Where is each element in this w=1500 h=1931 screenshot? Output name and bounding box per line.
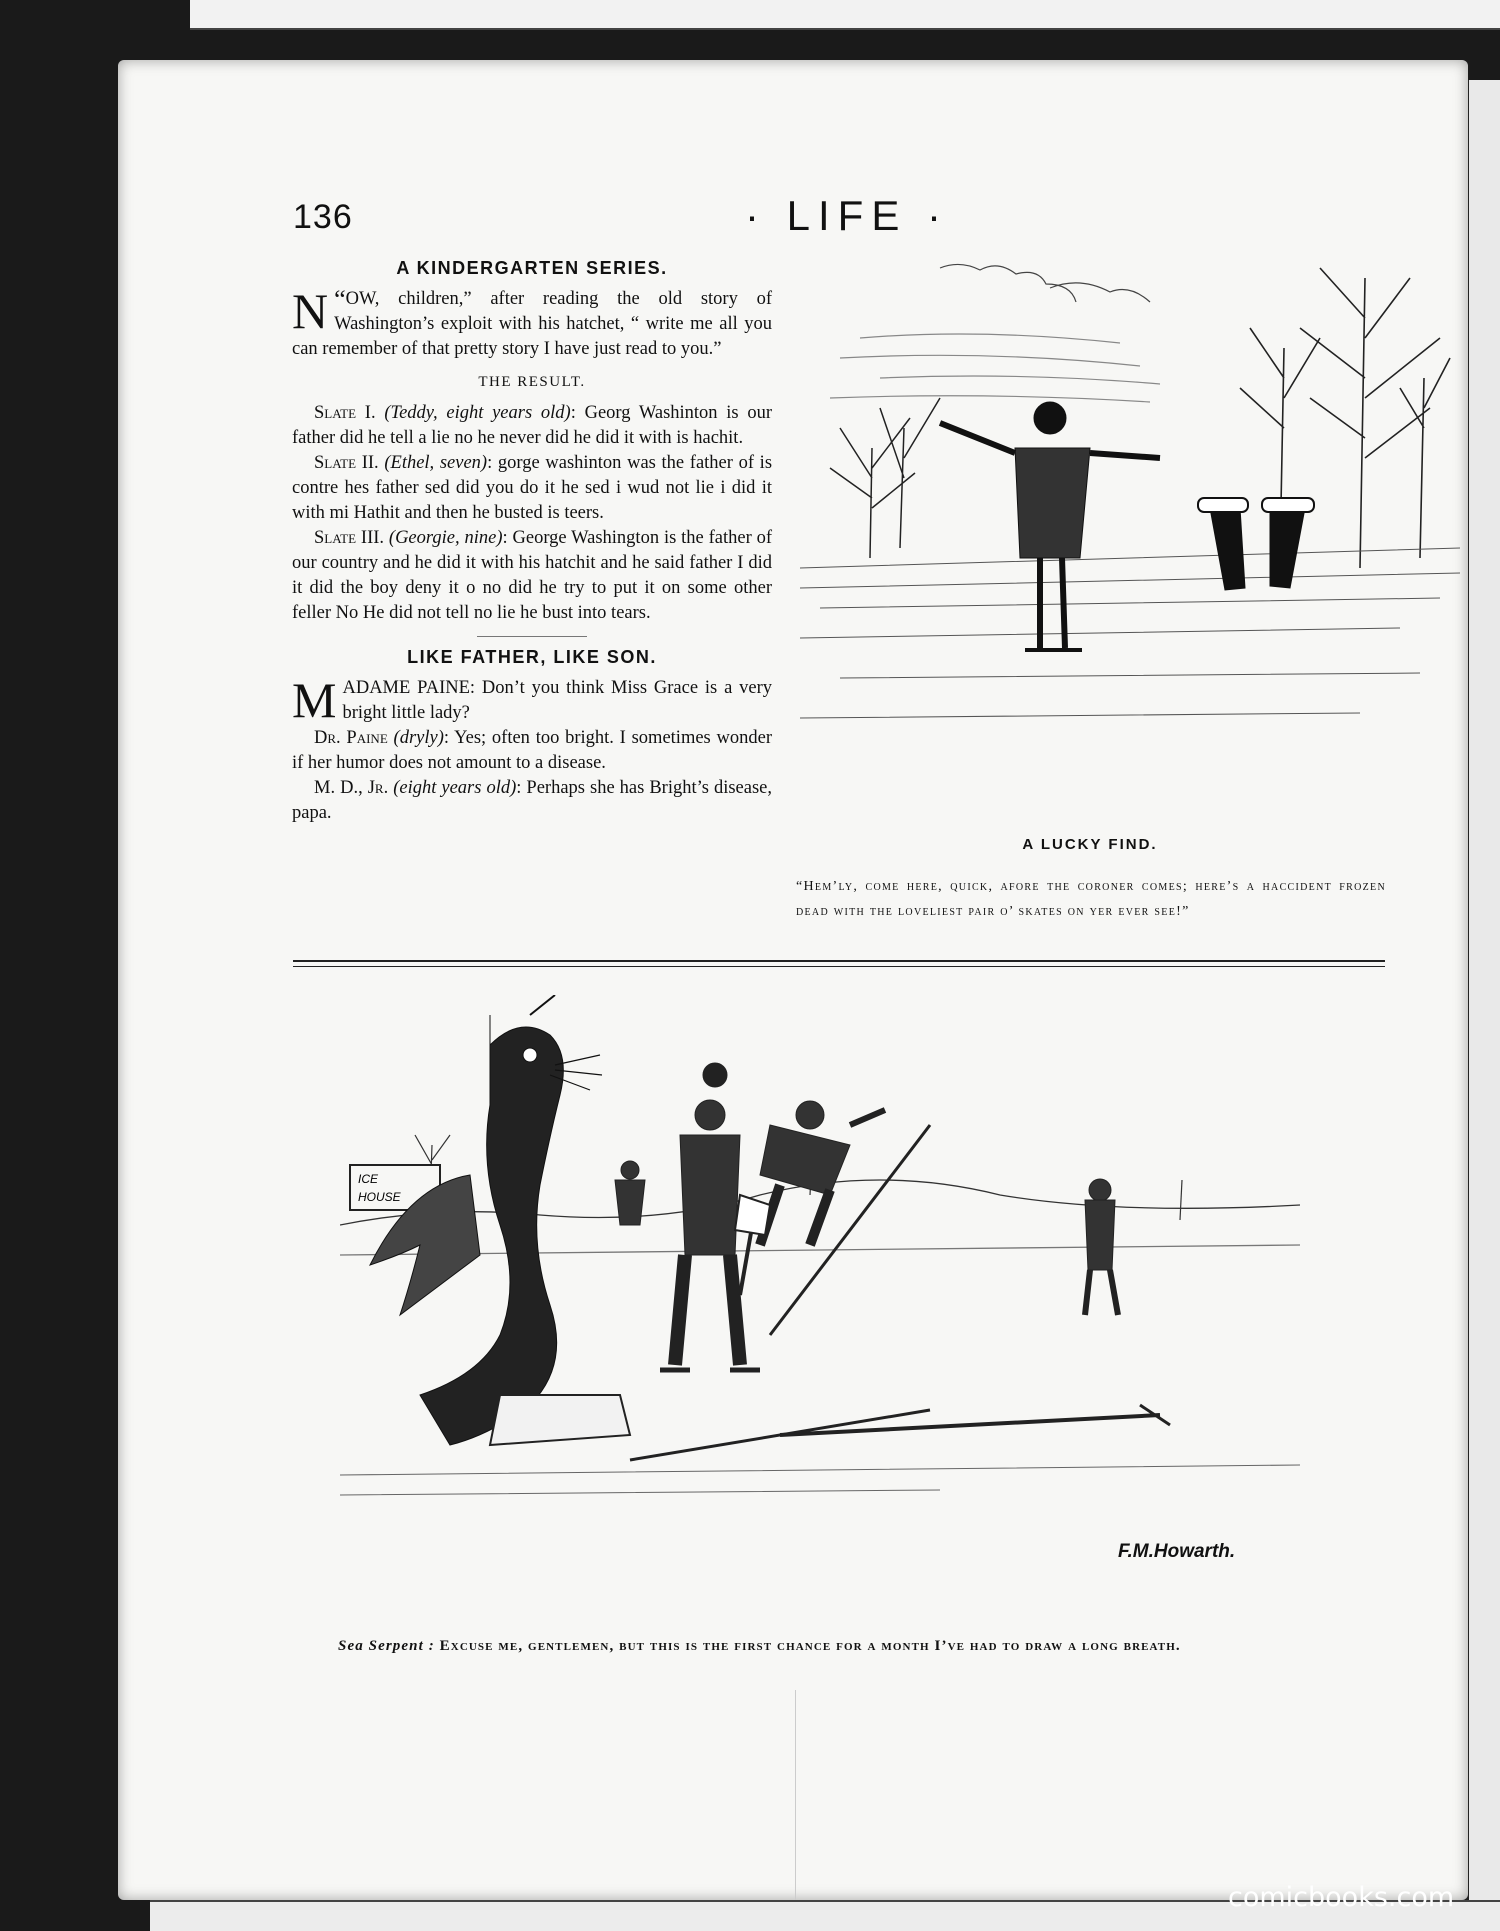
dialogue-aside: (dryly) (393, 728, 444, 748)
caption-speaker: Sea Serpent : (338, 1638, 435, 1654)
site-watermark: comicbooks.com (1228, 1882, 1455, 1913)
adjacent-page-top-edge (190, 0, 1500, 30)
like-father-title: LIKE FATHER, LIKE SON. (407, 647, 657, 667)
result-heading: THE RESULT. (478, 374, 586, 390)
lucky-find-title: A LUCKY FIND. (1022, 836, 1158, 853)
kindergarten-intro (292, 283, 772, 362)
artist-signature: F.M.Howarth. (1118, 1541, 1236, 1562)
section-divider (477, 636, 587, 637)
slate-author: (Georgie, nine) (388, 528, 503, 548)
open-quote: “ (334, 285, 346, 314)
slate-text: : Georg Washinton is our father did he tell a lie no he never did he did it with is hachit. (292, 403, 773, 448)
slate-text: : gorge washinton was the father of is contre hes father sed did you do it he sed i wud not lie i did it with mi Hathit and then he busted is teers. (292, 453, 773, 523)
horizontal-rule (293, 960, 1385, 962)
frozen-boots (1198, 498, 1314, 590)
svg-text:HOUSE: HOUSE (358, 1190, 401, 1204)
page-number: 136 (293, 198, 353, 236)
horizontal-rule (293, 966, 1385, 967)
sky-clouds (830, 264, 1160, 402)
intro-text: OW, children,” after reading the old story of Washington’s exploit with his hatchet, “ write me all you can remember of that pretty story I have just read to you.” (292, 289, 772, 359)
slate-label: Slate II. (314, 453, 379, 473)
left-text-column (292, 256, 772, 826)
caption-text: Excuse me, gentlemen, but this is the first chance for a month I’ve had to draw a long breath. (439, 1638, 1181, 1654)
lucky-find-illustration (800, 258, 1460, 798)
dropcap-m: M (292, 672, 337, 728)
slate-paragraph (292, 451, 772, 526)
page-fold-crease (795, 1690, 796, 1900)
saws (630, 1405, 1170, 1460)
dropcap-n: N (292, 283, 329, 339)
girl-skater (940, 402, 1160, 650)
skater-man-falling (760, 1101, 930, 1335)
skater-small-left (615, 1161, 645, 1225)
slate-author: (Teddy, eight years old) (384, 403, 571, 423)
sea-serpent-illustration (340, 995, 1300, 1595)
dialogue-speaker: M. D., Jr. (314, 778, 389, 798)
dialogue-line (292, 776, 772, 826)
slate-label: Slate III. (314, 528, 385, 548)
adjacent-page-right-edge (1466, 80, 1500, 1900)
masthead-title: · LIFE · (745, 192, 950, 239)
slate-paragraph (292, 526, 772, 626)
slate-label: Slate I. (314, 403, 376, 423)
dialogue-aside: (eight years old) (393, 778, 517, 798)
dialogue-line (292, 726, 772, 776)
slate-paragraph (292, 401, 772, 451)
dialogue-speaker: Dr. Paine (314, 728, 388, 748)
ice-house-sign: ICE (358, 1172, 379, 1186)
dialogue-text: : Perhaps she has Bright’s disease, papa. (292, 778, 773, 823)
lucky-find-caption: “Hem’ly, come here, quick, afore the coroner comes; here’s a haccident frozen dead with the loveliest pair o’ skates on yer ever see!” (796, 879, 1386, 919)
slate-author: (Ethel, seven) (384, 453, 488, 473)
skater-small-right (1085, 1179, 1118, 1315)
dialogue-speaker: ADAME PAINE (342, 678, 470, 698)
slate-text: : George Washington is the father of our country and he did it with his hatchit and he said father I did it did the boy deny it o no did he try to put it on some other feller No He did not tell no lie he bust into tears. (292, 528, 773, 623)
dialogue-text: : Don’t you think Miss Grace is a very bright little lady? (342, 678, 772, 723)
trees-left (830, 398, 940, 558)
sea-serpent (370, 995, 602, 1445)
sea-serpent-caption (338, 1638, 1348, 1655)
kindergarten-title: A KINDERGARTEN SERIES. (396, 258, 668, 278)
dialogue-text: : Yes; often too bright. I sometimes wonder if her humor does not amount to a disease. (292, 728, 772, 773)
ice-hatching (800, 548, 1460, 718)
dialogue-line (292, 672, 772, 728)
